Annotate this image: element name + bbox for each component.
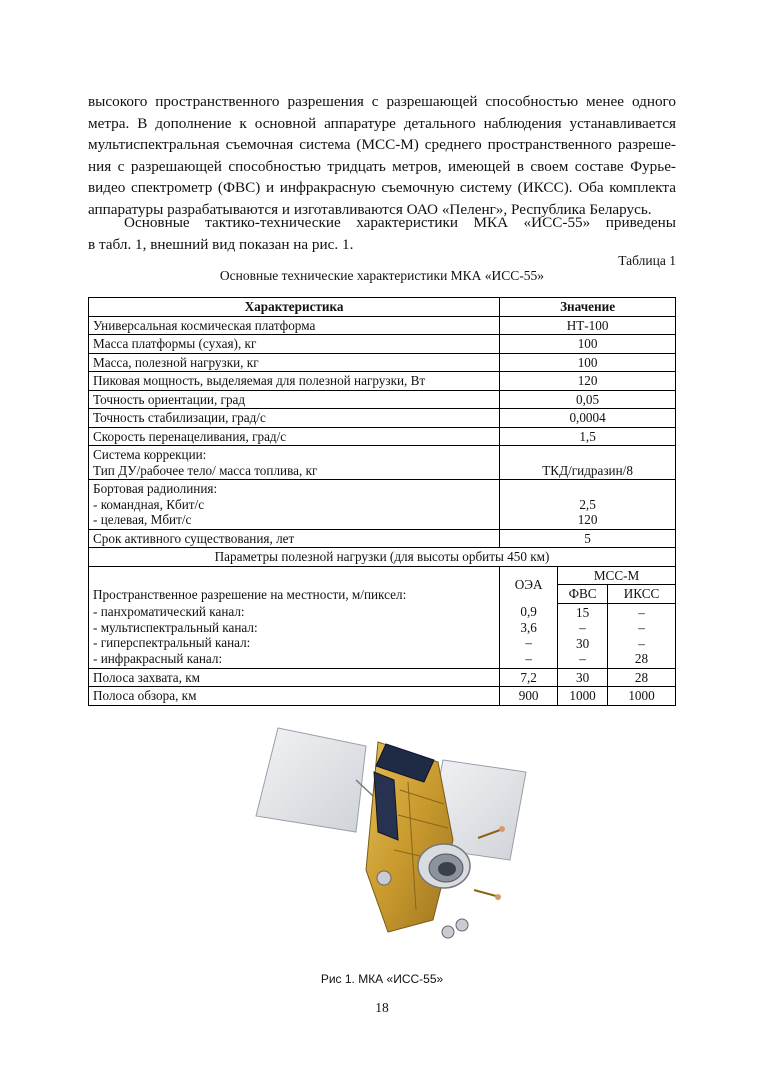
paragraph-line: Основные тактико-технические характеристики МКА «ИСС-55» приведены	[124, 214, 676, 231]
table-row-correction	[89, 446, 676, 480]
table-number: Таблица 1	[618, 253, 676, 268]
channel-oea: 0,9	[520, 604, 537, 619]
paragraph-line: аппаратуры разрабатываются и изготавливаются ОАО «Пеленг», Республика Беларусь.	[88, 200, 652, 218]
row-value: 100	[500, 335, 676, 354]
swath-name: Полоса захвата, км	[89, 668, 500, 687]
table-row	[89, 529, 676, 548]
table-header-row	[89, 298, 676, 317]
paragraph-line: высокого пространственного разрешения с разрешающей способностью менее одного	[88, 93, 676, 110]
swath-ikss: 28	[608, 668, 676, 687]
header-characteristic: Характеристика	[89, 298, 500, 317]
row-name: Масса платформы (сухая), кг	[89, 335, 500, 354]
table-row	[89, 687, 676, 706]
payload-columns-row	[89, 566, 676, 585]
col-fvs: ФВС	[558, 585, 608, 604]
resolution-title: Пространственное разрешение на местности, м/пиксел:	[89, 566, 500, 603]
radio-value-target: 120	[577, 512, 598, 527]
paragraph-line: видео спектрометр (ФВС) и инфракрасную съемочную систему (ИКСС). Оба комплекта	[88, 179, 676, 196]
view-ikss: 1000	[608, 687, 676, 706]
table-caption: Основные технические характеристики МКА «ИСС-55»	[219, 268, 545, 283]
correction-title: Система коррекции:	[93, 447, 207, 462]
radio-line-target: - целевая, Мбит/с	[93, 512, 192, 527]
channel-fvs-values	[558, 603, 608, 668]
channel-name: - гиперспектральный канал:	[93, 635, 251, 650]
antenna-tip	[495, 894, 501, 900]
thruster-icon	[377, 871, 391, 885]
col-ikss: ИКСС	[608, 585, 676, 604]
channel-names	[89, 603, 500, 668]
antenna-icon	[474, 890, 496, 896]
row-name: Точность ориентации, град	[89, 390, 500, 409]
channel-ikss: –	[638, 620, 645, 635]
channel-oea-values	[500, 603, 558, 668]
satellite-figure	[248, 720, 538, 960]
row-name: Скорость перенацеливания, град/с	[89, 427, 500, 446]
specs-table	[88, 297, 676, 706]
thruster-icon	[442, 926, 454, 938]
channel-ikss-values	[608, 603, 676, 668]
channel-ikss: 28	[634, 651, 649, 666]
table-row	[89, 335, 676, 354]
radio-cell	[89, 480, 500, 530]
table-row-radio	[89, 480, 676, 530]
swath-fvs: 30	[558, 668, 608, 687]
row-value: 1,5	[500, 427, 676, 446]
row-value: 0,05	[500, 390, 676, 409]
radio-line-command: - командная, Кбит/с	[93, 496, 205, 512]
channel-fvs: 15	[575, 604, 590, 620]
payload-header: Параметры полезной нагрузки (для высоты орбиты 450 км)	[89, 548, 676, 567]
channel-ikss: –	[638, 604, 645, 620]
channel-oea: 3,6	[520, 619, 537, 635]
radio-value-command: 2,5	[579, 496, 596, 512]
row-name: Масса, полезной нагрузки, кг	[89, 353, 500, 372]
channel-name: - мультиспектральный канал:	[93, 619, 258, 635]
table-row	[89, 372, 676, 391]
antenna-tip	[499, 826, 505, 832]
radio-title: Бортовая радиолиния:	[93, 481, 218, 496]
table-row	[89, 427, 676, 446]
thruster-icon	[456, 919, 468, 931]
correction-cell	[89, 446, 500, 480]
channel-fvs: –	[579, 620, 586, 635]
view-fvs: 1000	[558, 687, 608, 706]
paragraph-2	[88, 212, 676, 255]
paragraph-line: метра. В дополнение к основной аппаратуре детального наблюдения устанавливается	[88, 114, 676, 132]
solar-panel-left	[256, 728, 366, 832]
col-oea: ОЭА	[500, 566, 558, 603]
row-value: 100	[500, 353, 676, 372]
payload-channels-row	[89, 603, 676, 668]
paragraph-1	[88, 91, 676, 220]
header-value: Значение	[500, 298, 676, 317]
channel-name: - инфракрасный канал:	[93, 650, 223, 666]
channel-oea: –	[525, 650, 532, 666]
row-name: Срок активного существования, лет	[89, 529, 500, 548]
row-value: 0,0004	[500, 409, 676, 428]
channel-fvs: –	[579, 651, 586, 666]
page-number: 18	[375, 1000, 389, 1015]
correction-value: ТКД/гидразин/8	[500, 446, 676, 480]
body-solar-cells-side	[374, 772, 398, 840]
table-row	[89, 353, 676, 372]
channel-fvs: 30	[575, 635, 590, 651]
table-row	[89, 390, 676, 409]
row-name: Пиковая мощность, выделяемая для полезной нагрузки, Вт	[89, 372, 500, 391]
camera-lens-core	[438, 862, 456, 876]
paragraph-line: ния с разрешающей способностью тридцать метров, имеющей в своем составе Фурье-	[88, 157, 676, 175]
radio-values	[500, 480, 676, 530]
figure-caption: Рис 1. МКА «ИСС-55»	[320, 972, 444, 986]
payload-header-row	[89, 548, 676, 567]
row-name: Точность стабилизации, град/с	[89, 409, 500, 428]
channel-name: - панхроматический канал:	[93, 604, 245, 619]
row-name: Универсальная космическая платформа	[89, 316, 500, 335]
swath-oea: 7,2	[500, 668, 558, 687]
row-value: 120	[500, 372, 676, 391]
channel-ikss: –	[638, 635, 645, 651]
paragraph-line: в табл. 1, внешний вид показан на рис. 1.	[88, 235, 354, 253]
correction-line: Тип ДУ/рабочее тело/ масса топлива, кг	[93, 462, 318, 478]
view-oea: 900	[500, 687, 558, 706]
row-value: 5	[500, 529, 676, 548]
table-row	[89, 668, 676, 687]
col-mssm: МСС-М	[558, 566, 676, 585]
channel-oea: –	[525, 635, 532, 650]
row-value: НТ-100	[500, 316, 676, 335]
paragraph-line: мультиспектральная съемочная система (МСС-М) среднего пространственного разреше-	[88, 136, 676, 153]
view-name: Полоса обзора, км	[89, 687, 500, 706]
table-row	[89, 316, 676, 335]
table-row	[89, 409, 676, 428]
